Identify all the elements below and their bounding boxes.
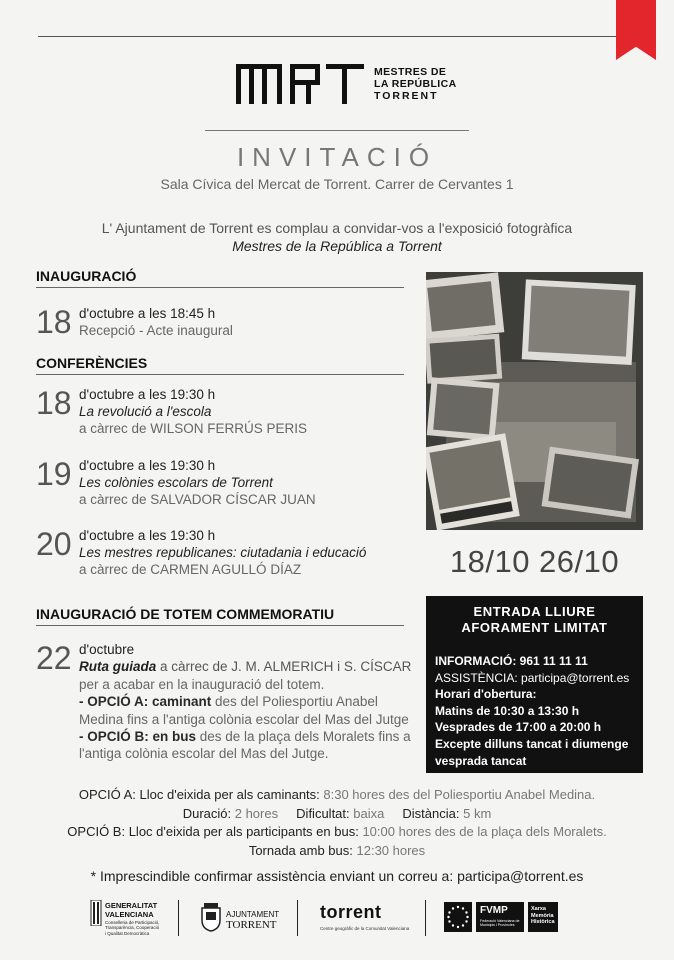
event-day: 18 (36, 385, 72, 421)
ajuntament-crest-icon (200, 902, 222, 932)
page-title: INVITACIÓ (236, 142, 438, 172)
event-title: Les mestres republicanes: ciutadania i educació (79, 545, 367, 560)
section-inauguracio: INAUGURACIÓ (36, 268, 404, 288)
fvmp-logo (476, 896, 524, 940)
svg-text:MRT: MRT (236, 62, 239, 63)
distance-value: 5 km (459, 805, 492, 821)
fvmp-tagline: Federació Valenciana de Municipis i Províncies (480, 919, 520, 928)
event-title: La revolució a l'escola (79, 404, 212, 419)
event-time: d'octubre a les 19:30 h (79, 458, 216, 473)
ajuntament-name-1: AJUNTAMENT (226, 910, 280, 919)
torrent-tagline: Centre geogràfic de la Comunitat Valenciana (320, 926, 410, 931)
info-phone: INFORMACIÓ: 961 11 11 11 (435, 654, 588, 668)
logo-separator (178, 900, 179, 936)
generalitat-name-2: VALENCIANA (105, 910, 154, 919)
option-b-start-label: OPCIÓ B: Lloc d'eixida per als participants en bus: (67, 824, 359, 839)
return-label: Tornada amb bus: (248, 842, 353, 858)
xarxa-logo (528, 896, 558, 940)
option-b-desc: des de la plaça dels Moralets fins a (196, 729, 411, 745)
event-day: 20 (36, 526, 72, 562)
event-day: 18 (36, 304, 72, 340)
generalitat-dept-2: Transparència, Cooperació (105, 925, 160, 931)
event-time: d'octubre a les 19:30 h (79, 528, 216, 543)
option-b-start-value: 10:00 hores des de la plaça dels Moralets. (358, 824, 607, 839)
info-box (426, 596, 643, 773)
ajuntament-logo (200, 896, 282, 940)
event-month: d'octubre (79, 642, 135, 657)
distance-label: Distància: (402, 805, 460, 821)
logo-line-3: TORRENT (374, 90, 439, 102)
event-day: 19 (36, 456, 72, 492)
section-totem: INAUGURACIÓ DE TOTEM COMMEMORATIU (36, 606, 404, 626)
return-value: 12:30 hores (352, 842, 426, 858)
generalitat-name-1: GENERALITAT (105, 901, 158, 910)
eu-stars-icon (444, 902, 472, 932)
option-a-start-label: OPCIÓ A: Lloc d'eixida per als caminants: (78, 787, 320, 802)
xarxa-line-2: Memòria (531, 912, 554, 919)
hours-evening: Vesprades de 17:00 a 20:00 h (435, 720, 602, 735)
limited-capacity: AFORAMENT LIMITAT (461, 620, 608, 635)
difficulty-value: baixa (349, 805, 385, 821)
mrt-logo (236, 62, 457, 106)
intro-text: L' Ajuntament de Torrent es complau a convidar-vos a l'exposició fotogràfica (101, 220, 573, 236)
option-a-label: - OPCIÓ A: caminant (79, 694, 212, 710)
confirm-note: * Imprescindible confirmar assistència enviant un correu a: participa@torrent.es (90, 868, 584, 884)
route-options (0, 786, 674, 860)
event-time: d'octubre a les 19:30 h (79, 387, 216, 402)
closed-note-1: Excepte dilluns tancat i diumenge (435, 736, 629, 751)
logo-line-1: MESTRES DE (374, 66, 447, 78)
ajuntament-name-2: TORRENT (226, 919, 277, 931)
title-rule (205, 130, 469, 131)
hours-morning: Matins de 10:30 a 13:30 h (435, 703, 580, 718)
option-a-desc-2: Medina fins a l'antiga colònia escolar del Mas del Jutge (79, 711, 409, 727)
xarxa-line-3: Històrica (531, 919, 555, 926)
generalitat-dept-1: Conselleria de Participació, (105, 920, 160, 925)
guided-route-label: Ruta guiada (79, 659, 157, 675)
bookmark-ribbon (616, 0, 656, 60)
event-day: 22 (36, 640, 72, 676)
event-speaker: a càrrec de WILSON FERRÚS PERIS (79, 421, 308, 436)
exhibition-photo (426, 272, 643, 530)
generalitat-logo (90, 896, 168, 940)
exhibition-name: Mestres de la República a Torrent (232, 238, 442, 254)
exhibition-dates: 18/10 26/10 (449, 544, 620, 579)
assist-email: ASSISTÈNCIA: participa@torrent.es (435, 670, 630, 685)
fvmp-name: FVMP (480, 905, 508, 916)
eu-logo (444, 896, 472, 940)
event-desc: Recepció - Acte inaugural (79, 323, 233, 338)
guided-route-guides: a càrrec de J. M. ALMERICH i S. CÍSCAR (156, 659, 412, 675)
closed-note-2: vesprada tancat (435, 753, 527, 768)
duration-label: Duració: (182, 805, 232, 821)
venue: Sala Cívica del Mercat de Torrent. Carrer de Cervantes 1 (160, 176, 514, 192)
event-title: Les colònies escolars de Torrent (79, 475, 273, 490)
free-entry: ENTRADA LLIURE (473, 604, 596, 619)
difficulty-label: Dificultat: (296, 805, 350, 821)
torrent-logo (320, 896, 410, 940)
section-conferencies: CONFERÈNCIES (36, 355, 404, 375)
logo-separator (425, 900, 426, 936)
option-b-label: - OPCIÓ B: en bus (79, 729, 197, 745)
top-rule (38, 36, 616, 37)
xarxa-line-1: Xarxa (531, 906, 546, 912)
option-a-start-value: 8:30 hores des del Poliesportiu Anabel Medina. (319, 787, 596, 802)
hours-title: Horari d'obertura: (435, 687, 537, 702)
guided-route-purpose: per a acabar en la inauguració del totem. (79, 676, 325, 692)
logo-line-2: LA REPÚBLICA (374, 78, 457, 90)
event-speaker: a càrrec de CARMEN AGULLÓ DÍAZ (79, 562, 302, 577)
option-a-desc: des del Poliesportiu Anabel (211, 694, 378, 710)
sponsor-logos (90, 896, 570, 940)
generalitat-emblem-icon (90, 900, 102, 926)
logo-separator (297, 900, 298, 936)
event-speaker: a càrrec de SALVADOR CÍSCAR JUAN (79, 492, 316, 507)
mrt-logo-mark (236, 62, 364, 106)
generalitat-dept-3: i Qualitat Democràtica (105, 930, 150, 936)
duration-value: 2 hores (231, 805, 279, 821)
option-b-desc-2: l'antiga colònia escolar del Mas del Jutge. (79, 746, 329, 762)
torrent-wordmark: torrent (320, 902, 382, 922)
event-time: d'octubre a les 18:45 h (79, 306, 216, 321)
